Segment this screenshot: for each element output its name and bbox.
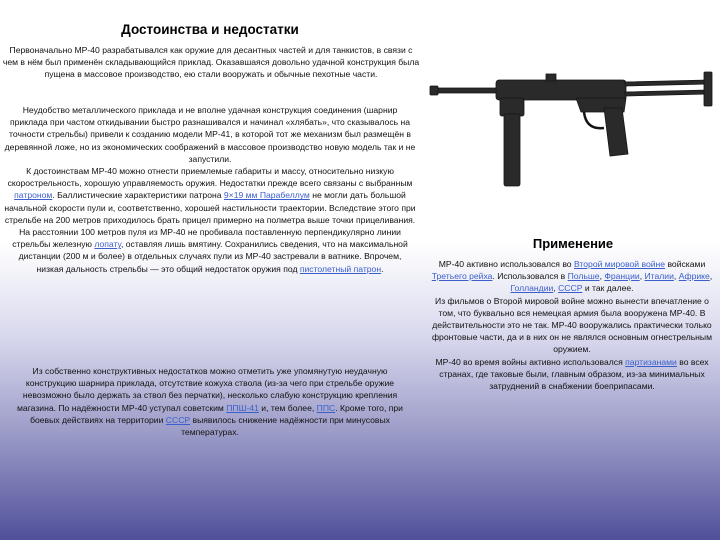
mp40-gun-image [426, 22, 716, 192]
link-pps[interactable]: ППС [316, 402, 336, 413]
link-poland[interactable]: Польше [567, 271, 600, 282]
intro-paragraph: Первоначально МР-40 разрабатывался как оружие для десантных частей и для танкистов, в связи с чем в нём был применён складывающийся приклад. Оказавшаяся довольно удачной конструкция была пущена в массовое производство, ею стали вооружать и обычные пехотные части. [2, 45, 420, 80]
link-ussr-2[interactable]: СССР [558, 283, 583, 294]
link-ww2[interactable]: Второй мировой войне [573, 259, 666, 269]
link-parabellum[interactable]: 9×19 мм Парабеллум [223, 190, 310, 201]
link-third-reich[interactable]: Третьего рейха [431, 271, 493, 282]
link-cartridge[interactable]: патроном [14, 190, 53, 201]
link-france[interactable]: Франции [604, 271, 640, 282]
usage-title: Применение [532, 236, 614, 251]
design-flaws-paragraph: Из собственно конструктивных недостатков можно отметить уже упомянутую неудачную конструкцию шарнира приклада, отсутствие кожуха ствола (из-за чего при стрельбе оружие невозможно было держать за ствол без перчатки), несколько слабую конструкцию крепления магазина. По надёжности МР-40 уступал советским ППШ-41 и, тем более, ППС. Кроме того, при боевых действиях на территории СССР выявилось снижение надёжности при минусовых температурах. [17, 366, 403, 438]
link-shovel[interactable]: лопату [94, 239, 121, 250]
link-italy[interactable]: Италии [644, 271, 674, 282]
pros-cons-paragraph: Неудобство металлического приклада и не вполне удачная конструкция соединения (шарнир приклада при частом откидывании быстро разнашивался и начинал «хлябать», что сказывалось на точности стрельбы) привели к созданию модели МР-41, в которой тот же механизм был размещён в деревянной ложе, но из экономических соображений в массовое производство новую модель так и не запустили. К достоинствам МР-40 можно отнести приемлемые габариты и массу, относительно низкую скорострельность, хорошую управляемость оружия. Недостатки прежде всего связаны с выбранным патроном. Баллистические характеристики патрона 9×19 мм Парабеллум не могли дать большой начальной скорости пули и, соответственно, хорошей настильности траектории. Вследствие этого при стрельбе на 200 метров приходилось брать прицел примерно на полметра выше точки прицеливания. На расстоянии 100 метров пуля из МР-40 не пробивала поставленную перпендикулярно линии стрельбы железную лопату, оставляя лишь вмятину. Сохранились сведения, что на максимальной дистанции (200 м и более) в отдельных случаях пули из МР-40 застревали в ватнике. Впрочем, низкая дальность стрельбы — это общий недостаток оружия под пистолетный патрон. [4, 105, 416, 274]
link-pistol-cartridge[interactable]: пистолетный патрон [299, 263, 382, 274]
page-title: Достоинства и недостатки [121, 22, 299, 37]
link-ppsh[interactable]: ППШ-41 [226, 402, 259, 413]
link-africa[interactable]: Африке [678, 271, 710, 282]
link-ussr[interactable]: СССР [165, 414, 191, 425]
link-partisans[interactable]: партизанами [625, 356, 677, 367]
usage-paragraph: МР-40 активно использовался во Второй мировой войне войсками Третьего рейха. Использовался в Польше, Франции, Италии, Африке, Голландии, СССР и так далее. Из фильмов о Второй мировой войне можно вынести впечатление о том, что буквально вся немецкая армия была вооружена МР-40. В действительности это не так. МР-40 вооружались практически только фронтовые части, да и в них он не являлся основным огнестрельным оружием. МР-40 во время войны активно использовался партизанами во всех странах, где таковые были, главным образом, из-за минимальных затруднений в снабжении боеприпасами. [431, 259, 713, 392]
link-holland[interactable]: Голландии [510, 283, 554, 294]
